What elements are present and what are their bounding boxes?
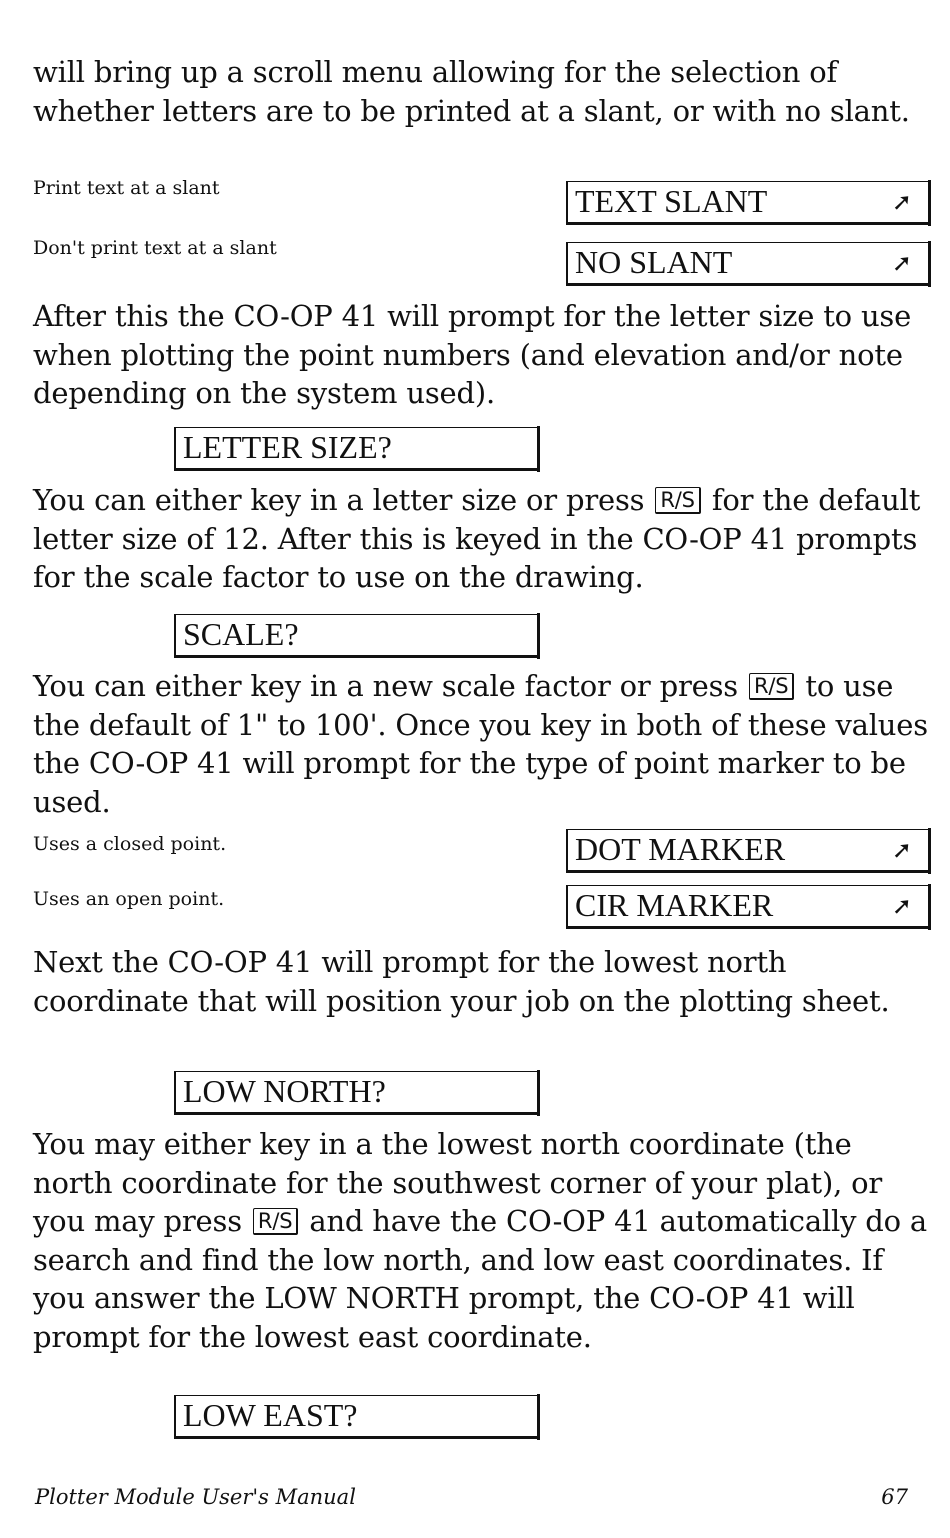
footer-page-number: 67: [881, 1485, 908, 1509]
scale-instructions: [33, 667, 933, 821]
footer-manual-title: Plotter Module User's Manual: [35, 1485, 356, 1509]
menu-arrow-icon: ➚: [891, 892, 912, 920]
low-north-intro-paragraph: Next the CO-OP 41 will prompt for the lowest north coordinate that will position your job on the plotting sheet.: [33, 945, 890, 1018]
text-slant-label: TEXT SLANT: [575, 183, 768, 219]
text-slant-menu-item[interactable]: [566, 181, 928, 225]
para4-text-start: You can either key in a new scale factor or press: [33, 669, 738, 703]
dot-marker-label: DOT MARKER: [575, 831, 786, 867]
text-slant-note: Print text at a slant: [33, 177, 220, 199]
menu-arrow-icon: ➚: [891, 188, 912, 216]
para6-text-end: and have the CO-OP 41 automatically do a search and find the low north, and low east coordinates. If you answer the LOW NORTH prompt, the CO-OP 41 will prompt for the lowest east coordinate.: [33, 1204, 928, 1354]
letter-size-instructions: [33, 481, 933, 597]
intro-paragraph: will bring up a scroll menu allowing for the selection of whether letters are to be printed at a slant, or with no slant.: [33, 55, 910, 128]
para6-text-start: You may either key in a the lowest north coordinate (the north coordinate for the southwest corner of your plat), or you may press: [33, 1127, 883, 1238]
no-slant-menu-item[interactable]: [566, 242, 928, 286]
para3-text-start: You can either key in a letter size or press: [33, 483, 645, 517]
para4-text-end: to use the default of 1" to 100'. Once you key in both of these values the CO-OP 41 will prompt for the type of point marker to be used.: [33, 669, 928, 819]
dot-marker-menu-item[interactable]: [566, 829, 928, 873]
letter-size-prompt[interactable]: [174, 427, 537, 471]
para3-text-end: for the default letter size of 12. After this is keyed in the CO-OP 41 prompts for the scale factor to use on the drawing.: [33, 483, 921, 594]
run-stop-key: R/S: [749, 673, 794, 700]
scale-prompt-label: SCALE?: [183, 616, 299, 652]
run-stop-key: R/S: [655, 487, 700, 514]
no-slant-label: NO SLANT: [575, 244, 733, 280]
low-north-instructions: [33, 1125, 933, 1356]
letter-size-paragraph: After this the CO-OP 41 will prompt for the letter size to use when plotting the point numbers (and elevation and/or note depending on the system used).: [33, 299, 912, 410]
cir-marker-menu-item[interactable]: [566, 885, 928, 929]
no-slant-note: Don't print text at a slant: [33, 237, 277, 259]
dot-marker-note: Uses a closed point.: [33, 833, 227, 855]
scale-prompt[interactable]: [174, 614, 537, 658]
menu-arrow-icon: ➚: [891, 836, 912, 864]
menu-arrow-icon: ➚: [891, 249, 912, 277]
low-east-prompt[interactable]: [174, 1395, 537, 1439]
cir-marker-note: Uses an open point.: [33, 888, 225, 910]
low-north-prompt-label: LOW NORTH?: [183, 1073, 386, 1109]
cir-marker-label: CIR MARKER: [575, 887, 774, 923]
run-stop-key: R/S: [253, 1208, 298, 1235]
letter-size-prompt-label: LETTER SIZE?: [183, 429, 392, 465]
low-east-prompt-label: LOW EAST?: [183, 1397, 358, 1433]
low-north-prompt[interactable]: [174, 1071, 537, 1115]
